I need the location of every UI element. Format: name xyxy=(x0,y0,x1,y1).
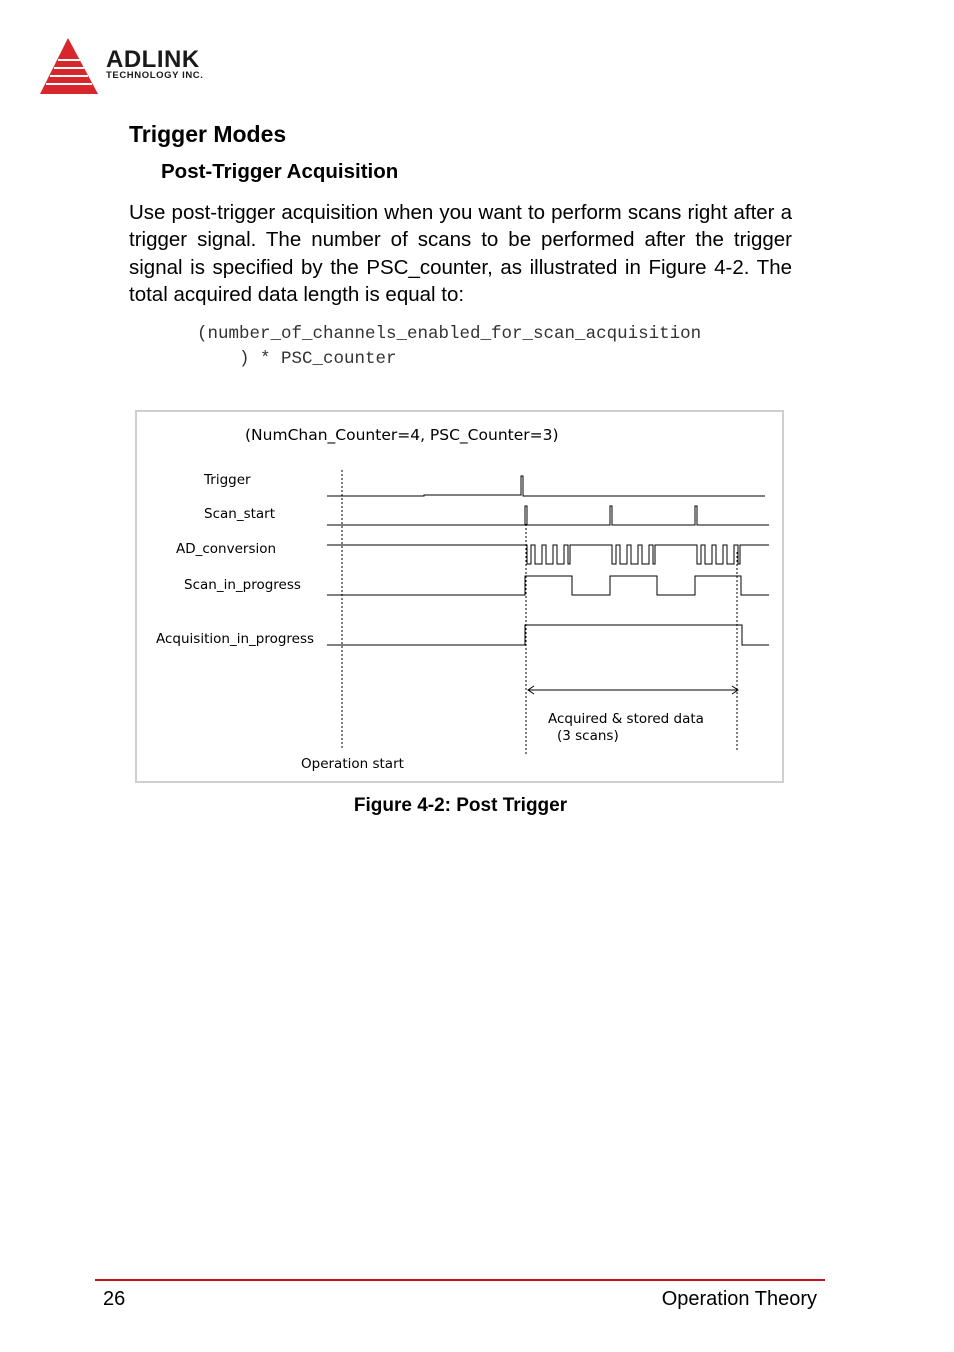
acquisition-in-progress-label: Acquisition_in_progress xyxy=(156,631,315,647)
footer-section-name: Operation Theory xyxy=(661,1288,817,1310)
subsection-title: Post-Trigger Acquisition xyxy=(161,160,399,183)
body-paragraph: Use post-trigger acquisition when you want to perform scans right after a trigger signal. The number of scans to be performed after the trigger signal is specified by the PSC_counter, as illustrated in Figure 4-2. The total acquired data length is equal to: xyxy=(129,201,792,306)
footer-rule xyxy=(95,1279,825,1281)
figure-caption: Figure 4-2: Post Trigger xyxy=(353,795,568,816)
adlink-triangle-icon xyxy=(40,36,110,100)
page-number: 26 xyxy=(103,1288,126,1310)
section-title: Trigger Modes xyxy=(129,121,287,147)
formula-line-2: ) * PSC_counter xyxy=(197,349,397,369)
params-label: (NumChan_Counter=4, PSC_Counter=3) xyxy=(245,426,559,444)
ad-conversion-label: AD_conversion xyxy=(176,541,277,557)
scan-start-waveform xyxy=(327,506,769,525)
operation-start-label: Operation start xyxy=(301,756,404,772)
formula-block xyxy=(197,322,701,372)
scan-in-progress-waveform xyxy=(327,576,769,595)
acquired-label: Acquired & stored data xyxy=(548,711,704,727)
formula-line-1: (number_of_channels_enabled_for_scan_acquisition xyxy=(197,324,702,344)
scan-in-progress-label: Scan_in_progress xyxy=(184,577,301,593)
scans-label: (3 scans) xyxy=(557,728,619,744)
trigger-waveform xyxy=(327,476,765,496)
acquisition-in-progress-waveform xyxy=(327,625,769,645)
timing-diagram-svg xyxy=(137,412,786,785)
brand-subtitle: TECHNOLOGY INC. xyxy=(106,70,204,81)
trigger-label: Trigger xyxy=(204,472,251,488)
ad-conversion-waveform xyxy=(327,545,769,564)
scan-start-label: Scan_start xyxy=(204,506,276,522)
timing-diagram xyxy=(135,410,784,783)
brand-name: ADLINK xyxy=(106,46,200,73)
